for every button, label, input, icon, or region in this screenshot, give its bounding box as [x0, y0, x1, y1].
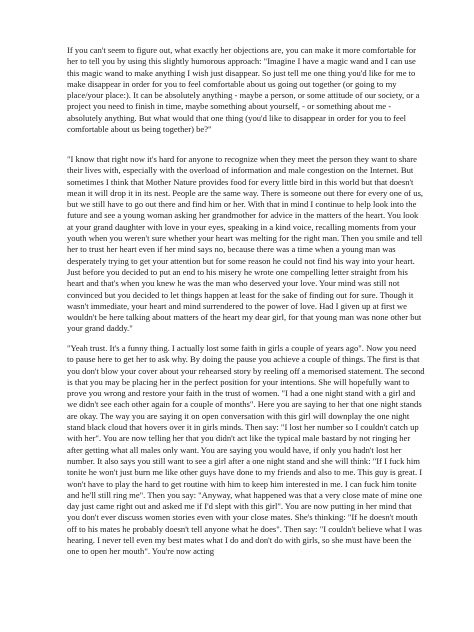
paragraph-text: "I know that right now it's hard for anyone to recognize when they meet the person they want to share their lives with, especially with the overload of information and male congestion on the Internet. But sometimes I think that Mother Nature provides food for every little bird in this world but that doesn't mean it will drop it in its nest. People are the same way. There is someone out there for every one of us, but we still have to go out there and find him or her. With that in mind I continue to help look into the future and see a young woman asking her grandmother for advice in the matters of the heart. You look at your grand daughter with love in your eyes, speaking in a kind voice, recalling moments from your youth when you weren't sure whether your heart was melting for the right man. Then you smile and tell her to trust her heart even if her mind says no, because there was a time when a young man was desperately trying to get your attention but for some reason he could not find his way into your heart. Just before you decided to put an end to his misery he wrote one compelling letter straight from his heart and that's when you knew he was the man who deserved your love. Your mind was still not convinced but you decided to let things happen at least for the sake of finding out for sure. Though it wasn't immediate, your heart and mind surrendered to the power of love. Had I given up at first we wouldn't be here talking about matters of the heart my dear girl, for that young man was none other but your grand daddy." — [67, 154, 424, 334]
paragraph-trust-story — [67, 343, 425, 558]
paragraph-grandmother-story — [67, 154, 425, 335]
paragraph-magic-wand — [67, 45, 425, 135]
paragraph-text: If you can't seem to figure out, what exactly her objections are, you can make it more comfortable for her to tell you by using this slightly humorous approach: "Imagine I have a magic wand and I can use this magic wand to make anything I wish just disappear. So just tell me one thing you'd like for me to make disappear in order for you to feel comfortable about us going out together (or going to my place/your place:). It can be absolutely anything - maybe a person, or some attitude of our society, or a project you need to finish in time, maybe something about yourself, - or something about me - absolutely anything. But what would that one thing (you'd like to disappear in order for you to feel comfortable about us being together) be?" — [67, 45, 420, 135]
paragraph-text: "Yeah trust. It's a funny thing. I actually lost some faith in girls a couple of years ago". Now you need to pause here to get her to ask why. By doing the pause you achieve a couple of things. The first is that you don't blow your cover about your rehearsed story by reeling off a memorised statement. The second is that you may be placing her in the perfect position for your intentions. She will hopefully want to prove you wrong and restore your faith in the trust of women. "I had a one night stand with a girl and we didn't see each other again for a couple of months". Here you are saying to her that one night stands are okay. The way you are saying it on open conversation with this girl will downplay the one night stand black cloud that hovers over it in girls minds. Then say: "I lost her number so I couldn't catch up with her". You are now telling her that you didn't act like the typical male bastard by not ringing her after getting what all males only want. You are saying you would have, if only you hadn't lost her number. It also says you still want to see a girl after a one night stand and she will think: "If I fuck him tonite he won't just burn me like other guys have done to my friends and also to me. This guy is great. I won't have to play the hard to get routine with him to keep him interested in me. I can fuck him tonite and he'll still ring me". Then you say: "Anyway, what happened was that a very close mate of mine one day just came right out and asked me if I'd slept with this girl". You are now putting in her mind that you don't ever discuss women stories even with your close mates. She's thinking: "If he doesn't mouth off to his mates he probably doesn't tell anyone what he does". Then say: "I couldn't believe what I was hearing. I never tell even my best mates what I do and don't do with girls, so she must have been the one to open her mouth". You're now acting — [67, 343, 425, 557]
